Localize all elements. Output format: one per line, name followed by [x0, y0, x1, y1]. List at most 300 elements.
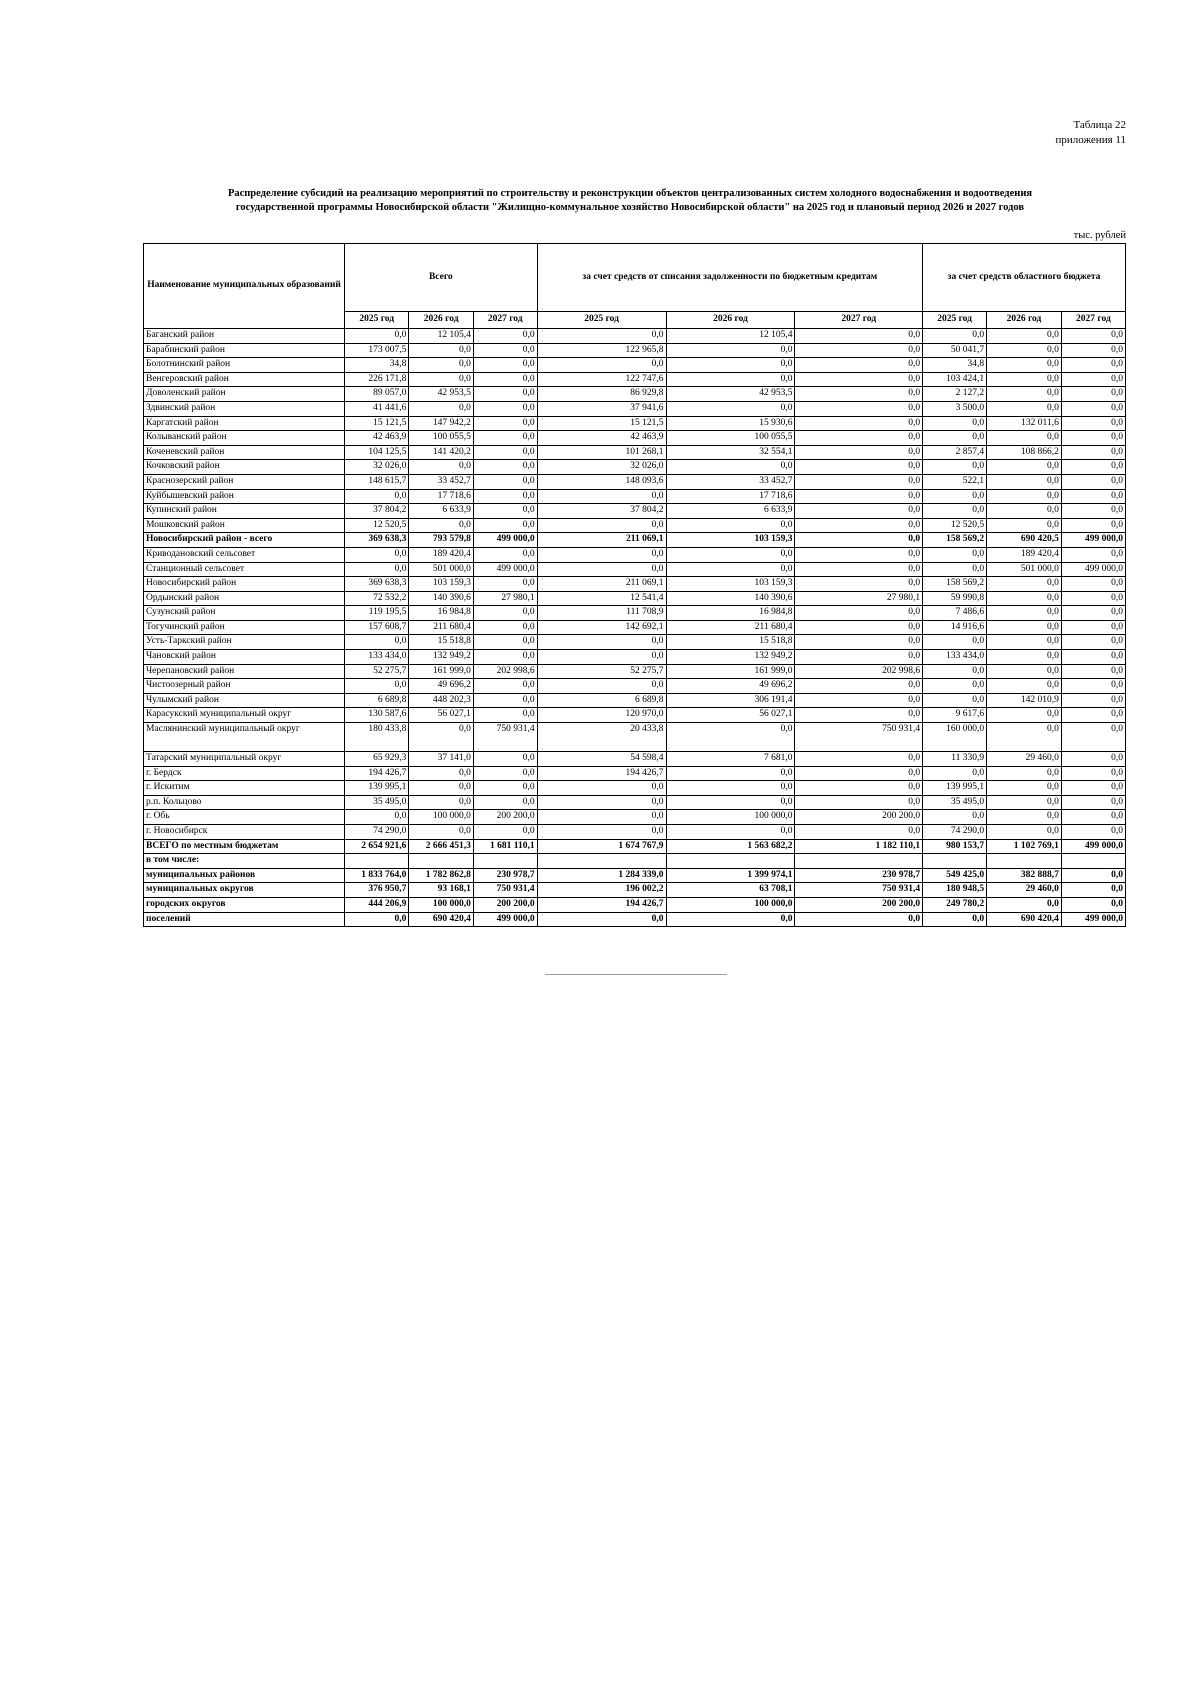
amount-cell: 0,0	[795, 752, 923, 767]
amount-cell: 0,0	[537, 547, 666, 562]
municipality-name: Купинский район	[144, 504, 345, 519]
amount-cell: 0,0	[987, 343, 1062, 358]
table-row	[144, 577, 1126, 592]
document-title	[140, 187, 1120, 215]
amount-cell: 0,0	[473, 752, 537, 767]
amount-cell: 148 615,7	[345, 474, 409, 489]
amount-cell: 0,0	[923, 693, 987, 708]
municipality-name: Татарский муниципальный округ	[144, 752, 345, 767]
amount-cell: 0,0	[345, 562, 409, 577]
amount-cell: 161 999,0	[409, 664, 473, 679]
amount-cell: 0,0	[537, 781, 666, 796]
amount-cell: 1 833 764,0	[345, 868, 409, 883]
amount-cell: 0,0	[987, 329, 1062, 344]
amount-cell: 0,0	[409, 781, 473, 796]
amount-cell: 0,0	[473, 781, 537, 796]
table-body	[144, 329, 1126, 927]
amount-cell: 0,0	[1061, 635, 1125, 650]
amount-cell: 0,0	[473, 547, 537, 562]
amount-cell: 0,0	[987, 620, 1062, 635]
amount-cell: 0,0	[795, 460, 923, 475]
amount-cell: 226 171,8	[345, 372, 409, 387]
amount-cell: 0,0	[666, 460, 795, 475]
amount-cell: 0,0	[1061, 343, 1125, 358]
amount-cell: 0,0	[345, 635, 409, 650]
table-row	[144, 387, 1126, 402]
amount-cell: 690 420,4	[409, 912, 473, 927]
amount-cell: 29 460,0	[987, 752, 1062, 767]
amount-cell: 0,0	[1061, 868, 1125, 883]
amount-cell: 0,0	[795, 620, 923, 635]
amount-cell: 0,0	[1061, 431, 1125, 446]
amount-cell: 139 995,1	[345, 781, 409, 796]
amount-cell: 0,0	[987, 897, 1062, 912]
amount-cell: 2 654 921,6	[345, 839, 409, 854]
municipality-name: Черепановский район	[144, 664, 345, 679]
amount-cell: 0,0	[1061, 518, 1125, 533]
amount-cell: 0,0	[1061, 416, 1125, 431]
amount-cell: 0,0	[923, 329, 987, 344]
amount-cell: 86 929,8	[537, 387, 666, 402]
municipality-name: Чистоозерный район	[144, 679, 345, 694]
amount-cell: 0,0	[987, 606, 1062, 621]
amount-cell: 0,0	[1061, 474, 1125, 489]
amount-cell: 0,0	[795, 795, 923, 810]
amount-cell: 0,0	[409, 766, 473, 781]
table-row	[144, 416, 1126, 431]
amount-cell: 0,0	[795, 504, 923, 519]
amount-cell: 0,0	[409, 795, 473, 810]
amount-cell: 0,0	[537, 489, 666, 504]
table-row	[144, 474, 1126, 489]
municipality-name: Маслянинский муниципальный округ	[144, 723, 345, 752]
amount-cell: 14 916,6	[923, 620, 987, 635]
amount-cell: 0,0	[987, 401, 1062, 416]
amount-cell: 0,0	[1061, 795, 1125, 810]
amount-cell: 42 953,5	[409, 387, 473, 402]
table-row	[144, 825, 1126, 840]
amount-cell: 65 929,3	[345, 752, 409, 767]
municipality-name: Доволенский район	[144, 387, 345, 402]
year-header: 2025 год	[537, 312, 666, 329]
table-row	[144, 679, 1126, 694]
amount-cell: 249 780,2	[923, 897, 987, 912]
amount-cell: 0,0	[473, 766, 537, 781]
amount-cell: 0,0	[409, 343, 473, 358]
amount-cell: 0,0	[1061, 504, 1125, 519]
amount-cell: 41 441,6	[345, 401, 409, 416]
amount-cell: 0,0	[923, 460, 987, 475]
amount-cell: 200 200,0	[795, 810, 923, 825]
amount-cell: 15 930,6	[666, 416, 795, 431]
amount-cell: 0,0	[666, 562, 795, 577]
amount-cell: 12 105,4	[666, 329, 795, 344]
amount-cell: 12 520,5	[923, 518, 987, 533]
amount-cell: 0,0	[795, 518, 923, 533]
amount-cell: 12 541,4	[537, 591, 666, 606]
amount-cell: 200 200,0	[473, 810, 537, 825]
amount-cell: 119 195,5	[345, 606, 409, 621]
amount-cell: 139 995,1	[923, 781, 987, 796]
municipality-name: г. Искитим	[144, 781, 345, 796]
amount-cell: 0,0	[987, 372, 1062, 387]
amount-cell: 0,0	[1061, 723, 1125, 752]
amount-cell: 16 984,8	[666, 606, 795, 621]
amount-cell	[923, 854, 987, 869]
amount-cell: 0,0	[795, 329, 923, 344]
amount-cell: 104 125,5	[345, 445, 409, 460]
amount-cell: 0,0	[537, 518, 666, 533]
amount-cell: 42 463,9	[537, 431, 666, 446]
amount-cell: 0,0	[923, 431, 987, 446]
municipality-name: Станционный сельсовет	[144, 562, 345, 577]
amount-cell: 1 284 339,0	[537, 868, 666, 883]
amount-cell: 2 127,2	[923, 387, 987, 402]
amount-cell: 0,0	[987, 518, 1062, 533]
amount-cell: 0,0	[409, 401, 473, 416]
amount-cell: 0,0	[1061, 445, 1125, 460]
amount-cell: 161 999,0	[666, 664, 795, 679]
year-header: 2025 год	[923, 312, 987, 329]
amount-cell: 0,0	[537, 810, 666, 825]
column-header-name: Наименование муниципальных образований	[144, 244, 345, 329]
amount-cell: 103 159,3	[666, 577, 795, 592]
table-row	[144, 781, 1126, 796]
amount-cell: 501 000,0	[987, 562, 1062, 577]
amount-cell: 7 486,6	[923, 606, 987, 621]
amount-cell: 0,0	[987, 810, 1062, 825]
table-row	[144, 635, 1126, 650]
amount-cell: 0,0	[666, 825, 795, 840]
amount-cell: 980 153,7	[923, 839, 987, 854]
amount-cell: 173 007,5	[345, 343, 409, 358]
amount-cell: 0,0	[987, 474, 1062, 489]
municipality-name: Новосибирский район - всего	[144, 533, 345, 548]
amount-cell: 499 000,0	[473, 562, 537, 577]
amount-cell: 20 433,8	[537, 723, 666, 752]
amount-cell: 376 950,7	[345, 883, 409, 898]
year-header: 2026 год	[409, 312, 473, 329]
amount-cell: 158 569,2	[923, 533, 987, 548]
amount-cell: 211 069,1	[537, 533, 666, 548]
amount-cell: 0,0	[345, 329, 409, 344]
amount-cell: 16 984,8	[409, 606, 473, 621]
amount-cell: 49 696,2	[666, 679, 795, 694]
amount-cell: 499 000,0	[473, 912, 537, 927]
amount-cell: 0,0	[795, 533, 923, 548]
amount-cell: 49 696,2	[409, 679, 473, 694]
amount-cell: 0,0	[473, 416, 537, 431]
amount-cell: 32 554,1	[666, 445, 795, 460]
table-row	[144, 329, 1126, 344]
amount-cell: 0,0	[795, 372, 923, 387]
amount-cell: 0,0	[473, 329, 537, 344]
table-row	[144, 445, 1126, 460]
amount-cell: 0,0	[1061, 591, 1125, 606]
amount-cell: 0,0	[795, 445, 923, 460]
amount-cell: 132 949,2	[666, 650, 795, 665]
amount-cell: 33 452,7	[409, 474, 473, 489]
amount-cell: 111 708,9	[537, 606, 666, 621]
amount-cell: 194 426,7	[345, 766, 409, 781]
table-row	[144, 606, 1126, 621]
municipality-name: Новосибирский район	[144, 577, 345, 592]
column-group-regional-budget: за счет средств областного бюджета	[923, 244, 1126, 312]
amount-cell: 0,0	[923, 562, 987, 577]
amount-cell: 0,0	[987, 577, 1062, 592]
amount-cell: 0,0	[987, 387, 1062, 402]
amount-cell: 0,0	[1061, 460, 1125, 475]
amount-cell: 89 057,0	[345, 387, 409, 402]
amount-cell: 444 206,9	[345, 897, 409, 912]
amount-cell: 0,0	[987, 431, 1062, 446]
municipality-name: Баганский район	[144, 329, 345, 344]
amount-cell: 501 000,0	[409, 562, 473, 577]
amount-cell: 196 002,2	[537, 883, 666, 898]
amount-cell: 157 608,7	[345, 620, 409, 635]
amount-cell: 0,0	[795, 431, 923, 446]
amount-cell: 382 888,7	[987, 868, 1062, 883]
amount-cell: 148 093,6	[537, 474, 666, 489]
amount-cell: 17 718,6	[409, 489, 473, 504]
table-row	[144, 708, 1126, 723]
amount-cell: 52 275,7	[537, 664, 666, 679]
amount-cell: 158 569,2	[923, 577, 987, 592]
municipality-name: р.п. Кольцово	[144, 795, 345, 810]
table-row	[144, 518, 1126, 533]
amount-cell: 0,0	[473, 445, 537, 460]
title-line-2: государственной программы Новосибирской области "Жилищно-коммунальное хозяйство Новосибирской области" на 2025 год и плановый период 2026 и 2027 годов	[235, 202, 1025, 213]
amount-cell	[409, 854, 473, 869]
year-header: 2027 год	[1061, 312, 1125, 329]
amount-cell: 0,0	[923, 547, 987, 562]
amount-cell: 0,0	[473, 372, 537, 387]
table-row	[144, 460, 1126, 475]
amount-cell: 0,0	[923, 416, 987, 431]
amount-cell: 0,0	[666, 795, 795, 810]
amount-cell: 0,0	[473, 474, 537, 489]
amount-cell: 52 275,7	[345, 664, 409, 679]
amount-cell: 100 000,0	[409, 897, 473, 912]
amount-cell: 0,0	[473, 504, 537, 519]
amount-cell	[1061, 854, 1125, 869]
title-line-1: Распределение субсидий на реализацию мероприятий по строительству и реконструкции объектов централизованных систем холодного водоснабжения и водоотведения	[227, 188, 1033, 199]
amount-cell: 0,0	[795, 912, 923, 927]
amount-cell: 0,0	[537, 795, 666, 810]
amount-cell: 0,0	[987, 679, 1062, 694]
amount-cell: 1 102 769,1	[987, 839, 1062, 854]
year-header: 2025 год	[345, 312, 409, 329]
amount-cell: 0,0	[1061, 620, 1125, 635]
amount-cell: 42 953,5	[666, 387, 795, 402]
table-row	[144, 650, 1126, 665]
amount-cell: 750 931,4	[473, 723, 537, 752]
amount-cell: 0,0	[987, 460, 1062, 475]
table-row	[144, 343, 1126, 358]
amount-cell: 160 000,0	[923, 723, 987, 752]
amount-cell: 0,0	[473, 606, 537, 621]
amount-cell: 522,1	[923, 474, 987, 489]
year-header: 2026 год	[987, 312, 1062, 329]
amount-cell: 103 159,3	[666, 533, 795, 548]
amount-cell: 0,0	[666, 518, 795, 533]
amount-cell: 0,0	[409, 460, 473, 475]
amount-cell: 189 420,4	[987, 547, 1062, 562]
amount-cell: 0,0	[987, 795, 1062, 810]
amount-cell: 0,0	[795, 489, 923, 504]
table-row	[144, 431, 1126, 446]
amount-cell: 0,0	[1061, 577, 1125, 592]
table-row	[144, 795, 1126, 810]
table-row	[144, 664, 1126, 679]
amount-cell: 29 460,0	[987, 883, 1062, 898]
amount-cell: 0,0	[666, 372, 795, 387]
amount-cell: 11 330,9	[923, 752, 987, 767]
amount-cell: 750 931,4	[795, 883, 923, 898]
table-row	[144, 401, 1126, 416]
amount-cell: 0,0	[1061, 358, 1125, 373]
amount-cell: 93 168,1	[409, 883, 473, 898]
amount-cell: 0,0	[345, 679, 409, 694]
amount-cell: 0,0	[1061, 781, 1125, 796]
amount-cell: 0,0	[795, 562, 923, 577]
amount-cell: 32 026,0	[537, 460, 666, 475]
column-group-debt-writeoff: за счет средств от списания задолженности по бюджетным кредитам	[537, 244, 922, 312]
amount-cell: 0,0	[409, 723, 473, 752]
municipality-name: Каргатский район	[144, 416, 345, 431]
table-row	[144, 897, 1126, 912]
amount-cell: 0,0	[473, 635, 537, 650]
table-row	[144, 854, 1126, 869]
amount-cell: 200 200,0	[795, 897, 923, 912]
amount-cell: 0,0	[537, 650, 666, 665]
amount-cell: 100 055,5	[409, 431, 473, 446]
municipality-name: Коченевский район	[144, 445, 345, 460]
amount-cell: 180 433,8	[345, 723, 409, 752]
amount-cell: 15 121,5	[345, 416, 409, 431]
amount-cell: 0,0	[795, 693, 923, 708]
amount-cell	[473, 854, 537, 869]
amount-cell: 0,0	[795, 606, 923, 621]
amount-cell: 202 998,6	[473, 664, 537, 679]
year-header: 2027 год	[795, 312, 923, 329]
amount-cell: 0,0	[795, 577, 923, 592]
amount-cell	[537, 854, 666, 869]
amount-cell: 27 980,1	[795, 591, 923, 606]
municipality-name: Здвинский район	[144, 401, 345, 416]
amount-cell: 0,0	[473, 489, 537, 504]
amount-cell: 7 681,0	[666, 752, 795, 767]
municipality-name: муниципальных округов	[144, 883, 345, 898]
amount-cell: 0,0	[795, 635, 923, 650]
amount-cell: 0,0	[1061, 693, 1125, 708]
amount-cell: 0,0	[666, 343, 795, 358]
amount-cell: 750 931,4	[795, 723, 923, 752]
amount-cell: 499 000,0	[1061, 533, 1125, 548]
amount-cell: 147 942,2	[409, 416, 473, 431]
amount-cell: 133 434,0	[923, 650, 987, 665]
amount-cell: 230 978,7	[473, 868, 537, 883]
amount-cell: 34,8	[923, 358, 987, 373]
amount-cell: 0,0	[409, 358, 473, 373]
municipality-name: Тогучинский район	[144, 620, 345, 635]
amount-cell: 0,0	[537, 679, 666, 694]
amount-cell: 0,0	[666, 358, 795, 373]
amount-cell: 37 141,0	[409, 752, 473, 767]
amount-cell: 2 666 451,3	[409, 839, 473, 854]
amount-cell: 0,0	[987, 825, 1062, 840]
amount-cell: 0,0	[1061, 664, 1125, 679]
municipality-name: Кочковский район	[144, 460, 345, 475]
amount-cell: 6 633,9	[409, 504, 473, 519]
amount-cell: 0,0	[1061, 401, 1125, 416]
amount-cell: 56 027,1	[666, 708, 795, 723]
amount-cell: 0,0	[473, 343, 537, 358]
municipality-name: городских округов	[144, 897, 345, 912]
amount-cell: 194 426,7	[537, 897, 666, 912]
amount-cell: 0,0	[409, 372, 473, 387]
amount-cell: 15 518,8	[409, 635, 473, 650]
amount-cell: 132 949,2	[409, 650, 473, 665]
amount-cell: 0,0	[1061, 752, 1125, 767]
amount-cell: 0,0	[473, 693, 537, 708]
municipality-name: Венгеровский район	[144, 372, 345, 387]
municipality-name: г. Бердск	[144, 766, 345, 781]
amount-cell: 142 010,9	[987, 693, 1062, 708]
amount-cell: 3 500,0	[923, 401, 987, 416]
amount-cell: 369 638,3	[345, 577, 409, 592]
table-row	[144, 372, 1126, 387]
amount-cell: 0,0	[537, 562, 666, 577]
municipality-name: в том числе:	[144, 854, 345, 869]
amount-cell: 6 633,9	[666, 504, 795, 519]
year-header: 2027 год	[473, 312, 537, 329]
amount-cell: 549 425,0	[923, 868, 987, 883]
table-number: Таблица 22	[1073, 119, 1126, 131]
amount-cell: 211 680,4	[666, 620, 795, 635]
amount-cell: 37 804,2	[537, 504, 666, 519]
municipality-name: поселений	[144, 912, 345, 927]
amount-cell: 0,0	[1061, 708, 1125, 723]
municipality-name: Колыванский район	[144, 431, 345, 446]
amount-cell: 0,0	[987, 489, 1062, 504]
amount-cell	[987, 854, 1062, 869]
municipality-name: Усть-Таркский район	[144, 635, 345, 650]
amount-cell: 0,0	[1061, 650, 1125, 665]
amount-cell: 0,0	[1061, 810, 1125, 825]
amount-cell: 1 681 110,1	[473, 839, 537, 854]
amount-cell: 0,0	[923, 489, 987, 504]
amount-cell: 0,0	[1061, 883, 1125, 898]
table-row	[144, 868, 1126, 883]
appendix-label: приложения 11	[1055, 134, 1126, 146]
amount-cell: 499 000,0	[1061, 562, 1125, 577]
amount-cell: 0,0	[923, 635, 987, 650]
amount-cell: 0,0	[923, 504, 987, 519]
amount-cell: 27 980,1	[473, 591, 537, 606]
amount-cell: 32 026,0	[345, 460, 409, 475]
municipality-name: г. Обь	[144, 810, 345, 825]
table-row	[144, 358, 1126, 373]
amount-cell: 0,0	[537, 329, 666, 344]
amount-cell: 0,0	[1061, 489, 1125, 504]
amount-cell: 12 105,4	[409, 329, 473, 344]
year-header: 2026 год	[666, 312, 795, 329]
amount-cell: 0,0	[345, 810, 409, 825]
amount-cell: 0,0	[923, 766, 987, 781]
amount-cell: 0,0	[795, 650, 923, 665]
municipality-name: ВСЕГО по местным бюджетам	[144, 839, 345, 854]
